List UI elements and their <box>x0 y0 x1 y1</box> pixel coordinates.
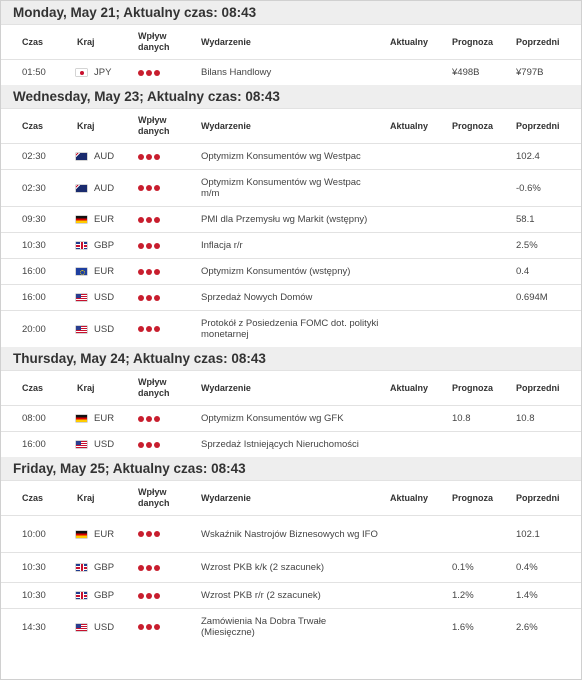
country-flag <box>76 311 87 347</box>
us-flag-icon <box>76 624 87 631</box>
column-header-impact <box>138 25 170 59</box>
previous-value: 2.5% <box>516 240 538 251</box>
column-header-actual: Aktualny <box>390 492 429 503</box>
event-name: Sprzedaż Nowych Domów <box>201 292 313 303</box>
event-time: 10:00 <box>22 528 46 540</box>
column-header-impact-line1: Wpływ <box>138 487 167 497</box>
impact-dots <box>138 70 160 76</box>
table-row[interactable] <box>1 405 581 431</box>
column-header-impact-line1: Wpływ <box>138 31 167 41</box>
country-flag <box>76 233 87 258</box>
impact-dot-icon <box>154 70 160 76</box>
impact-dot-icon <box>138 295 144 301</box>
impact-dots <box>138 593 160 599</box>
impact-indicator <box>138 406 160 431</box>
column-header-event: Wydarzenie <box>201 120 251 131</box>
column-header-country: Kraj <box>77 120 95 131</box>
column-header-impact-line2: danych <box>138 388 170 398</box>
impact-dot-icon <box>146 416 152 422</box>
country-flag <box>76 583 87 608</box>
currency-code: EUR <box>94 266 115 277</box>
table-row[interactable] <box>1 431 581 457</box>
impact-dot-icon <box>146 326 152 332</box>
event-name: Optymizm Konsumentów wg Westpac <box>201 151 361 162</box>
event-name: Wskaźnik Nastrojów Biznesowych wg IFO <box>201 528 378 540</box>
previous-value: 102.1 <box>516 528 540 540</box>
event-time: 14:30 <box>22 621 46 633</box>
column-header-forecast: Prognoza <box>452 36 494 47</box>
day-header: Wednesday, May 23; Aktualny czas: 08:43 <box>1 85 581 108</box>
event-name: Zamówienia Na Dobra Trwałe (Miesięczne) <box>201 616 327 638</box>
table-row[interactable] <box>1 310 581 347</box>
column-header-row <box>1 108 581 143</box>
column-header-impact-line1: Wpływ <box>138 115 167 125</box>
column-header-event: Wydarzenie <box>201 36 251 47</box>
column-header-event: Wydarzenie <box>201 382 251 393</box>
country-flag <box>76 285 87 310</box>
column-header-impact <box>138 109 170 143</box>
currency-code: USD <box>94 292 115 303</box>
impact-dots <box>138 243 160 249</box>
previous-value: 10.8 <box>516 413 535 424</box>
country-flag <box>76 432 87 457</box>
impact-dot-icon <box>138 565 144 571</box>
event-time: 10:30 <box>22 240 46 251</box>
impact-dot-icon <box>154 154 160 160</box>
event-name: Protokół z Posiedzenia FOMC dot. polityki monetarnej <box>201 318 379 340</box>
impact-dots <box>138 531 160 537</box>
column-header-forecast: Prognoza <box>452 382 494 393</box>
uk-flag-icon <box>76 242 87 249</box>
column-header-forecast: Prognoza <box>452 120 494 131</box>
impact-dot-icon <box>138 185 144 191</box>
impact-dot-icon <box>146 593 152 599</box>
day-header: Thursday, May 24; Aktualny czas: 08:43 <box>1 347 581 370</box>
impact-dots <box>138 295 160 301</box>
event-time: 16:00 <box>22 439 46 450</box>
country-flag <box>76 516 87 552</box>
impact-dot-icon <box>138 154 144 160</box>
table-row[interactable] <box>1 258 581 284</box>
event-name: Inflacja r/r <box>201 240 243 251</box>
event-name: Wzrost PKB r/r (2 szacunek) <box>201 590 321 601</box>
table-row[interactable] <box>1 582 581 608</box>
country-flag <box>76 60 87 85</box>
column-header-country: Kraj <box>77 382 95 393</box>
column-header-time: Czas <box>22 492 44 503</box>
impact-dot-icon <box>146 295 152 301</box>
table-row[interactable] <box>1 232 581 258</box>
column-header-impact <box>138 481 170 515</box>
column-header-impact-line2: danych <box>138 498 170 508</box>
table-row[interactable] <box>1 206 581 232</box>
impact-dot-icon <box>146 531 152 537</box>
column-header-impact-line2: danych <box>138 126 170 136</box>
us-flag-icon <box>76 441 87 448</box>
eu-flag-icon <box>76 268 87 275</box>
column-header-impact <box>138 371 170 405</box>
germany-flag-icon <box>76 216 87 223</box>
currency-code: GBP <box>94 562 115 573</box>
previous-value: 2.6% <box>516 621 538 633</box>
day-header: Friday, May 25; Aktualny czas: 08:43 <box>1 457 581 480</box>
previous-value: 0.4% <box>516 562 538 573</box>
event-time: 20:00 <box>22 323 46 335</box>
column-header-country: Kraj <box>77 36 95 47</box>
impact-dot-icon <box>146 269 152 275</box>
impact-dot-icon <box>154 295 160 301</box>
country-flag <box>76 170 87 206</box>
impact-dot-icon <box>154 565 160 571</box>
impact-dot-icon <box>138 416 144 422</box>
country-flag <box>76 207 87 232</box>
previous-value: 1.4% <box>516 590 538 601</box>
impact-dots <box>138 565 160 571</box>
impact-dot-icon <box>138 531 144 537</box>
impact-dot-icon <box>154 416 160 422</box>
impact-dot-icon <box>146 70 152 76</box>
impact-dot-icon <box>154 217 160 223</box>
australia-flag-icon <box>76 185 87 192</box>
event-time: 02:30 <box>22 182 46 194</box>
day-header: Monday, May 21; Aktualny czas: 08:43 <box>1 1 581 24</box>
impact-dots <box>138 416 160 422</box>
table-row[interactable] <box>1 515 581 552</box>
currency-code: USD <box>94 323 115 335</box>
impact-dot-icon <box>138 326 144 332</box>
us-flag-icon <box>76 326 87 333</box>
previous-value: 0.694M <box>516 292 548 303</box>
impact-dot-icon <box>154 185 160 191</box>
column-header-impact-line2: danych <box>138 42 170 52</box>
currency-code: AUD <box>94 151 115 162</box>
country-flag <box>76 144 87 169</box>
impact-dots <box>138 185 160 191</box>
column-header-previous: Poprzedni <box>516 382 560 393</box>
forecast-value: 10.8 <box>452 413 471 424</box>
impact-dot-icon <box>138 70 144 76</box>
event-time: 16:00 <box>22 292 46 303</box>
impact-indicator <box>138 432 160 457</box>
currency-code: AUD <box>94 182 115 194</box>
impact-dot-icon <box>146 565 152 571</box>
previous-value: 58.1 <box>516 214 535 225</box>
impact-indicator <box>138 259 160 284</box>
column-header-row <box>1 24 581 59</box>
event-time: 02:30 <box>22 151 46 162</box>
table-row[interactable] <box>1 552 581 582</box>
column-header-impact-line1: Wpływ <box>138 377 167 387</box>
column-header-event: Wydarzenie <box>201 492 251 503</box>
currency-code: EUR <box>94 528 115 540</box>
impact-indicator <box>138 609 160 645</box>
event-time: 16:00 <box>22 266 46 277</box>
currency-code: GBP <box>94 240 115 251</box>
impact-dot-icon <box>154 243 160 249</box>
impact-dot-icon <box>146 154 152 160</box>
forecast-value: 0.1% <box>452 562 474 573</box>
impact-dots <box>138 269 160 275</box>
impact-indicator <box>138 285 160 310</box>
forecast-value: 1.6% <box>452 621 474 633</box>
impact-dot-icon <box>154 593 160 599</box>
impact-dot-icon <box>154 326 160 332</box>
event-name: PMI dla Przemysłu wg Markit (wstępny) <box>201 214 368 225</box>
impact-indicator <box>138 553 160 582</box>
impact-indicator <box>138 60 160 85</box>
currency-code: USD <box>94 439 115 450</box>
forecast-value: 1.2% <box>452 590 474 601</box>
currency-code: GBP <box>94 590 115 601</box>
column-header-actual: Aktualny <box>390 120 429 131</box>
impact-dot-icon <box>154 531 160 537</box>
impact-indicator <box>138 516 160 552</box>
column-header-country: Kraj <box>77 492 95 503</box>
impact-dots <box>138 154 160 160</box>
table-row[interactable] <box>1 169 581 206</box>
impact-indicator <box>138 311 160 347</box>
impact-dots <box>138 217 160 223</box>
previous-value: -0.6% <box>516 182 541 194</box>
australia-flag-icon <box>76 153 87 160</box>
country-flag <box>76 553 87 582</box>
uk-flag-icon <box>76 564 87 571</box>
country-flag <box>76 259 87 284</box>
impact-dots <box>138 442 160 448</box>
previous-value: ¥797B <box>516 67 544 78</box>
event-name: Sprzedaż Istniejących Nieruchomości <box>201 439 359 450</box>
country-flag <box>76 406 87 431</box>
table-row[interactable] <box>1 608 581 645</box>
impact-dot-icon <box>154 442 160 448</box>
japan-flag-icon <box>76 69 87 76</box>
germany-flag-icon <box>76 415 87 422</box>
event-name: Optymizm Konsumentów wg Westpac m/m <box>201 177 361 199</box>
impact-indicator <box>138 583 160 608</box>
impact-indicator <box>138 144 160 169</box>
column-header-time: Czas <box>22 36 44 47</box>
column-header-time: Czas <box>22 120 44 131</box>
currency-code: USD <box>94 621 115 633</box>
impact-dot-icon <box>138 624 144 630</box>
impact-dot-icon <box>146 217 152 223</box>
column-header-previous: Poprzedni <box>516 492 560 503</box>
impact-indicator <box>138 207 160 232</box>
impact-dot-icon <box>146 624 152 630</box>
event-time: 09:30 <box>22 214 46 225</box>
column-header-forecast: Prognoza <box>452 492 494 503</box>
impact-dot-icon <box>138 269 144 275</box>
column-header-actual: Aktualny <box>390 36 429 47</box>
forecast-value: ¥498B <box>452 67 480 78</box>
country-flag <box>76 609 87 645</box>
event-name: Bilans Handlowy <box>201 67 272 78</box>
us-flag-icon <box>76 294 87 301</box>
currency-code: JPY <box>94 67 112 78</box>
event-time: 01:50 <box>22 67 46 78</box>
impact-dot-icon <box>138 243 144 249</box>
event-time: 08:00 <box>22 413 46 424</box>
event-time: 10:30 <box>22 562 46 573</box>
impact-dot-icon <box>146 243 152 249</box>
event-name: Wzrost PKB k/k (2 szacunek) <box>201 562 325 573</box>
table-row[interactable] <box>1 284 581 310</box>
impact-dot-icon <box>138 442 144 448</box>
event-time: 10:30 <box>22 590 46 601</box>
impact-dot-icon <box>154 269 160 275</box>
event-name: Optymizm Konsumentów wg GFK <box>201 413 344 424</box>
column-header-time: Czas <box>22 382 44 393</box>
impact-indicator <box>138 233 160 258</box>
table-row[interactable] <box>1 59 581 85</box>
impact-dot-icon <box>146 185 152 191</box>
column-header-row <box>1 370 581 405</box>
previous-value: 0.4 <box>516 266 530 277</box>
table-row[interactable] <box>1 143 581 169</box>
impact-dot-icon <box>154 624 160 630</box>
currency-code: EUR <box>94 413 115 424</box>
impact-dot-icon <box>146 442 152 448</box>
impact-indicator <box>138 170 160 206</box>
uk-flag-icon <box>76 592 87 599</box>
column-header-row <box>1 480 581 515</box>
impact-dot-icon <box>138 217 144 223</box>
impact-dots <box>138 326 160 332</box>
column-header-previous: Poprzedni <box>516 120 560 131</box>
impact-dots <box>138 624 160 630</box>
previous-value: 102.4 <box>516 151 540 162</box>
column-header-previous: Poprzedni <box>516 36 560 47</box>
event-name: Optymizm Konsumentów (wstępny) <box>201 266 351 277</box>
column-header-actual: Aktualny <box>390 382 429 393</box>
germany-flag-icon <box>76 531 87 538</box>
currency-code: EUR <box>94 214 115 225</box>
impact-dot-icon <box>138 593 144 599</box>
